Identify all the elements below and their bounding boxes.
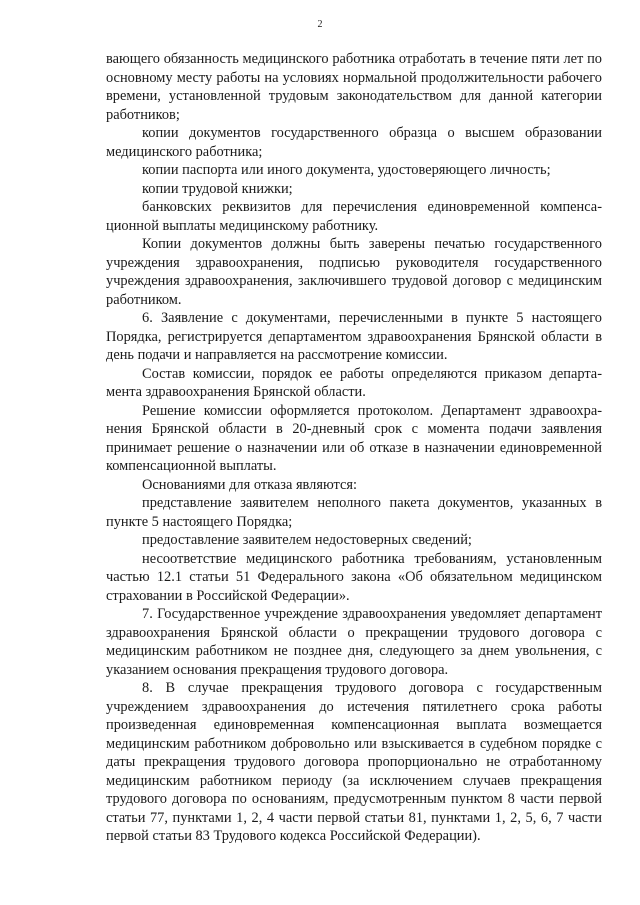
paragraph: Состав комиссии, порядок ее работы определяются приказом департамента здравоохранения Брянской области. (106, 365, 602, 400)
page-number: 2 (317, 19, 323, 30)
paragraph: Основаниями для отказа являются: (142, 476, 357, 493)
paragraph-list-item: копии паспорта или иного документа, удостоверяющего личность; (142, 162, 551, 178)
paragraph-list-item: копии документов государственного образца о высшем образовании медицинского работника; (106, 125, 602, 160)
paragraph: Решение комиссии оформляется протоколом. Департамент здравоохранения Брянской области в 20-дневный срок с момента подачи заявления принимает решение о назначении или об отказе в назначении единовременной компенсационной выплаты. (106, 402, 602, 474)
paragraph: Копии документов должны быть заверены печатью государственного учреждения здравоохранения, подписью руководителя государственного учреждения здравоохранения, заключившего трудовой договор с медицинским работником. (106, 236, 602, 308)
document-body (106, 50, 602, 846)
paragraph-list-item: предоставление заявителем недостоверных сведений; (142, 532, 472, 548)
paragraph-clause-6: 6. Заявление с документами, перечисленными в пункте 5 настоящего Порядка, регистрируется департаментом здравоохранения Брянской области в день подачи и направляется на рассмотрение комиссии. (106, 310, 602, 363)
paragraph-list-item: банковских реквизитов для перечисления единовременной компенсационной выплаты медицинскому работнику. (106, 199, 602, 234)
paragraph-continuation: вающего обязанность медицинского работника отработать в течение пяти лет по основному месту работы на условиях нормальной продолжительности рабочего времени, установленной трудовым законодательством для данной категории работников; (106, 51, 602, 123)
paragraph-list-item: представление заявителем неполного пакета документов, указанных в пункте 5 настоящего Порядка; (106, 495, 602, 530)
paragraph-clause-8: 8. В случае прекращения трудового договора с государственным учреждением здравоохранения до истечения пятилетнего срока работы произведенная единовременная компенсационная выплата возмещается медицинским работником добровольно или взыскивается в судебном порядке с даты прекращения трудового договора пропорционально не отработанному медицинским работником периоду (за исключением случаев прекращения трудового договора по основаниям, предусмотренным пунктом 8 части первой статьи 77, пунктами 1, 2, 4 части первой статьи 81, пунктами 1, 2, 5, 6, 7 части первой статьи 83 Трудового кодекса Российской Федерации). (106, 680, 602, 844)
paragraph-clause-7: 7. Государственное учреждение здравоохранения уведомляет департамент здравоохранения Брянской области о прекращении трудового договора с медицинским работником не позднее дня, следующего за днем увольнения, с указанием основания прекращения трудового договора. (106, 606, 602, 678)
paragraph-list-item: несоответствие медицинского работника требованиям, установленным частью 12.1 статьи 51 Федерального закона «Об обязательном медицинском страховании в Российской Федерации». (106, 550, 602, 604)
paragraph-list-item: копии трудовой книжки; (142, 180, 293, 197)
